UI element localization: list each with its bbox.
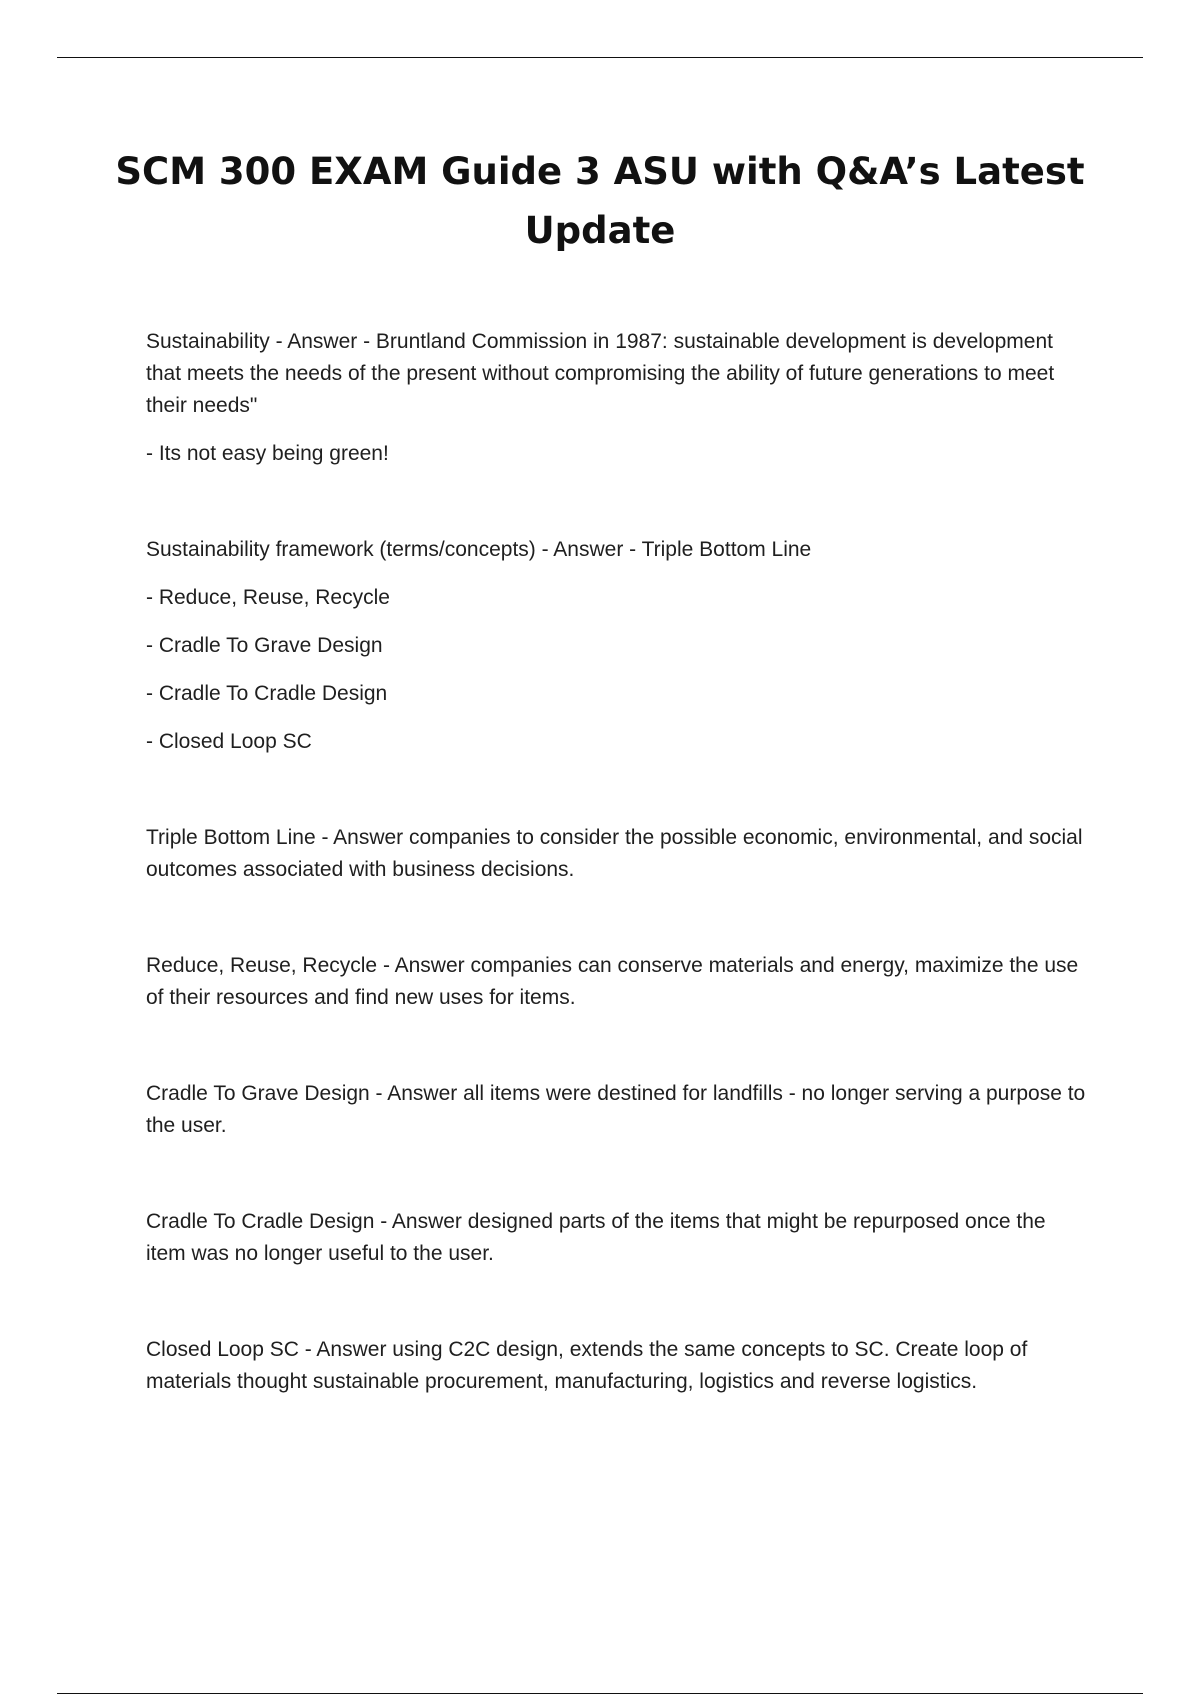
document-title: SCM 300 EXAM Guide 3 ASU with Q&A’s Latest Update bbox=[115, 150, 1085, 252]
qa-text: Reduce, Reuse, Recycle - Answer companies can conserve materials and energy, maximize the use of their resources and find new uses for items. bbox=[146, 954, 1079, 1009]
document-body bbox=[146, 326, 1086, 1398]
qa-block-framework bbox=[146, 534, 1086, 758]
qa-block-cradle-to-grave bbox=[146, 1078, 1086, 1142]
qa-text: Cradle To Grave Design - Answer all items were destined for landfills - no longer serving a purpose to the user. bbox=[146, 1082, 1086, 1137]
qa-block-reduce-reuse-recycle bbox=[146, 950, 1086, 1014]
qa-text: Sustainability - Answer - Bruntland Commission in 1987: sustainable development is development that meets the needs of the present without compromising the ability of future generations to meet their needs" bbox=[146, 330, 1055, 417]
qa-text: Closed Loop SC - Answer using C2C design, extends the same concepts to SC. Create loop of materials thought sustainable procurement, manufacturing, logistics and reverse logistics. bbox=[146, 1338, 1028, 1393]
qa-bullet: - Cradle To Cradle Design bbox=[146, 682, 388, 705]
qa-text: Cradle To Cradle Design - Answer designed parts of the items that might be repurposed once the item was no longer useful to the user. bbox=[146, 1210, 1046, 1265]
qa-block-closed-loop bbox=[146, 1334, 1086, 1398]
footer-rule bbox=[57, 1693, 1143, 1694]
qa-bullet: - Closed Loop SC bbox=[146, 730, 312, 753]
qa-bullet: - Its not easy being green! bbox=[146, 442, 389, 465]
qa-block-triple-bottom-line bbox=[146, 822, 1086, 886]
qa-text: Sustainability framework (terms/concepts) - Answer - Triple Bottom Line bbox=[146, 538, 812, 561]
qa-text: Triple Bottom Line - Answer companies to consider the possible economic, environmental, and social outcomes associated with business decisions. bbox=[146, 826, 1083, 881]
qa-block-cradle-to-cradle bbox=[146, 1206, 1086, 1270]
qa-block-sustainability bbox=[146, 326, 1086, 470]
header-rule bbox=[57, 57, 1143, 58]
qa-bullet: - Cradle To Grave Design bbox=[146, 634, 383, 657]
qa-bullet: - Reduce, Reuse, Recycle bbox=[146, 586, 390, 609]
